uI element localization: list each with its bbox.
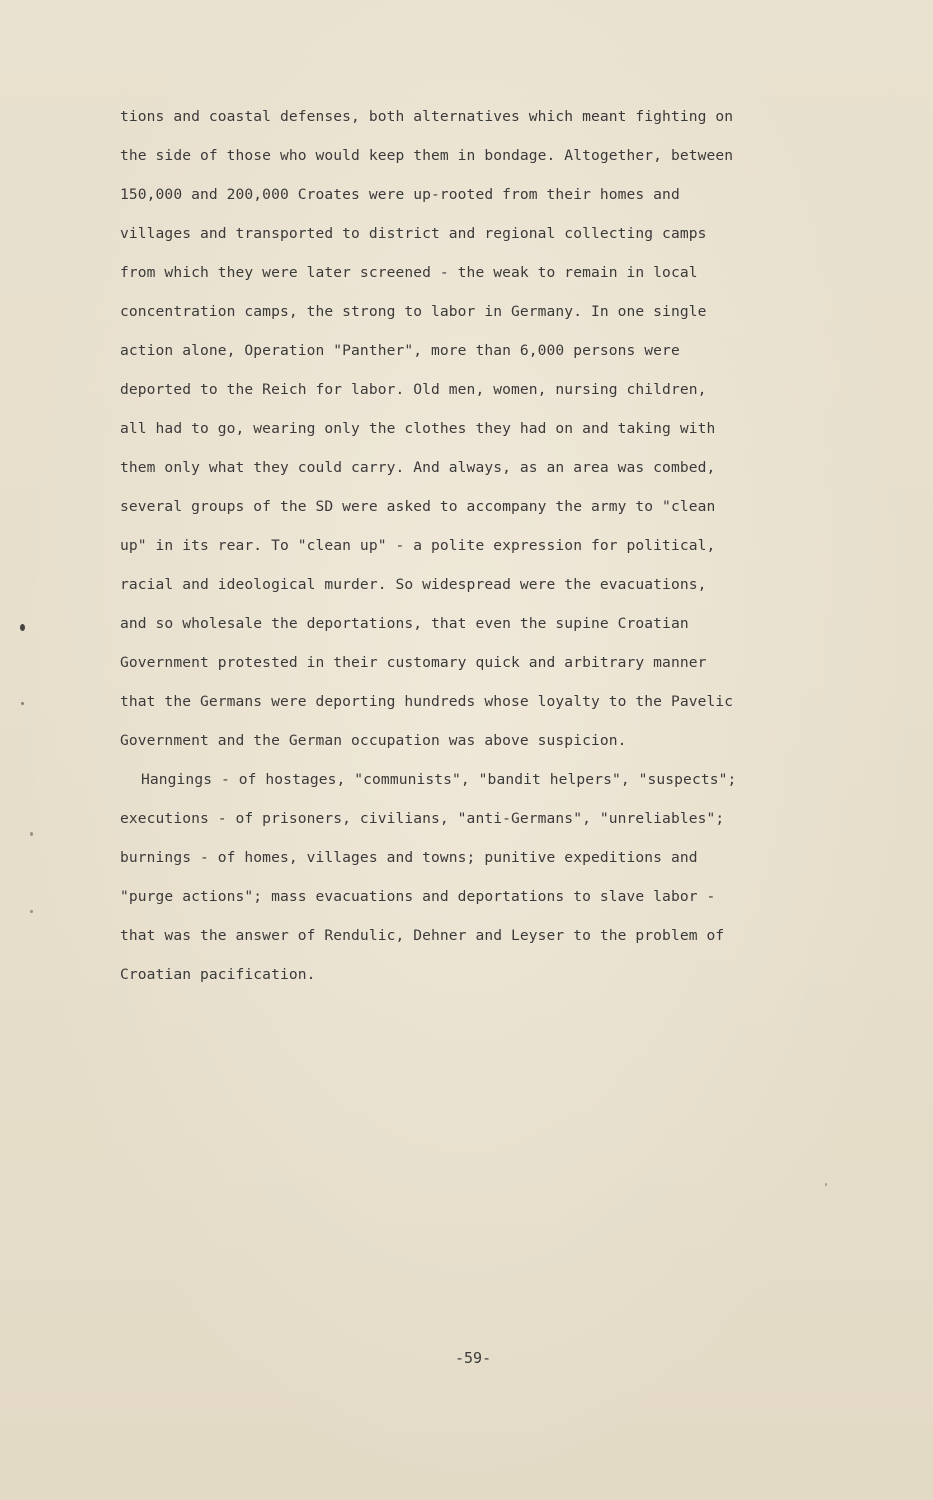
text-line: 150,000 and 200,000 Croates were up-rooted from their homes and [120, 186, 680, 203]
text-line: "purge actions"; mass evacuations and deportations to slave labor - [120, 888, 716, 905]
text-line: executions - of prisoners, civilians, "anti-Germans", "unreliables"; [120, 810, 725, 827]
body-text [120, 100, 810, 997]
ink-speck [825, 1183, 827, 1186]
text-line: racial and ideological murder. So widespread were the evacuations, [120, 576, 707, 593]
ink-speck [30, 832, 33, 836]
text-line: the side of those who would keep them in bondage. Altogether, between [120, 147, 734, 164]
ink-speck [30, 910, 33, 913]
text-line: them only what they could carry. And always, as an area was combed, [120, 459, 716, 476]
text-line: Government protested in their customary quick and arbitrary manner [120, 654, 707, 671]
text-line: concentration camps, the strong to labor in Germany. In one single [120, 303, 707, 320]
text-line: burnings - of homes, villages and towns; punitive expeditions and [120, 849, 698, 866]
text-line: villages and transported to district and regional collecting camps [120, 225, 707, 242]
text-line: tions and coastal defenses, both alternatives which meant fighting on [120, 108, 734, 125]
text-line: action alone, Operation "Panther", more than 6,000 persons were [120, 342, 680, 359]
page-number: -59- [455, 1349, 492, 1367]
ink-speck [20, 624, 25, 631]
text-line: deported to the Reich for labor. Old men, women, nursing children, [120, 381, 707, 398]
text-line: up" in its rear. To "clean up" - a polite expression for political, [120, 537, 716, 554]
text-line: Croatian pacification. [120, 966, 316, 983]
paragraph-start-line: Hangings - of hostages, "communists", "bandit helpers", "suspects"; [141, 771, 737, 788]
text-line: and so wholesale the deportations, that even the supine Croatian [120, 615, 689, 632]
text-line: from which they were later screened - the weak to remain in local [120, 264, 698, 281]
text-line: all had to go, wearing only the clothes they had on and taking with [120, 420, 716, 437]
text-line: that the Germans were deporting hundreds whose loyalty to the Pavelic [120, 693, 734, 710]
text-line: several groups of the SD were asked to accompany the army to "clean [120, 498, 716, 515]
ink-speck [21, 702, 24, 705]
text-line: Government and the German occupation was above suspicion. [120, 732, 627, 749]
text-line: that was the answer of Rendulic, Dehner and Leyser to the problem of [120, 927, 725, 944]
